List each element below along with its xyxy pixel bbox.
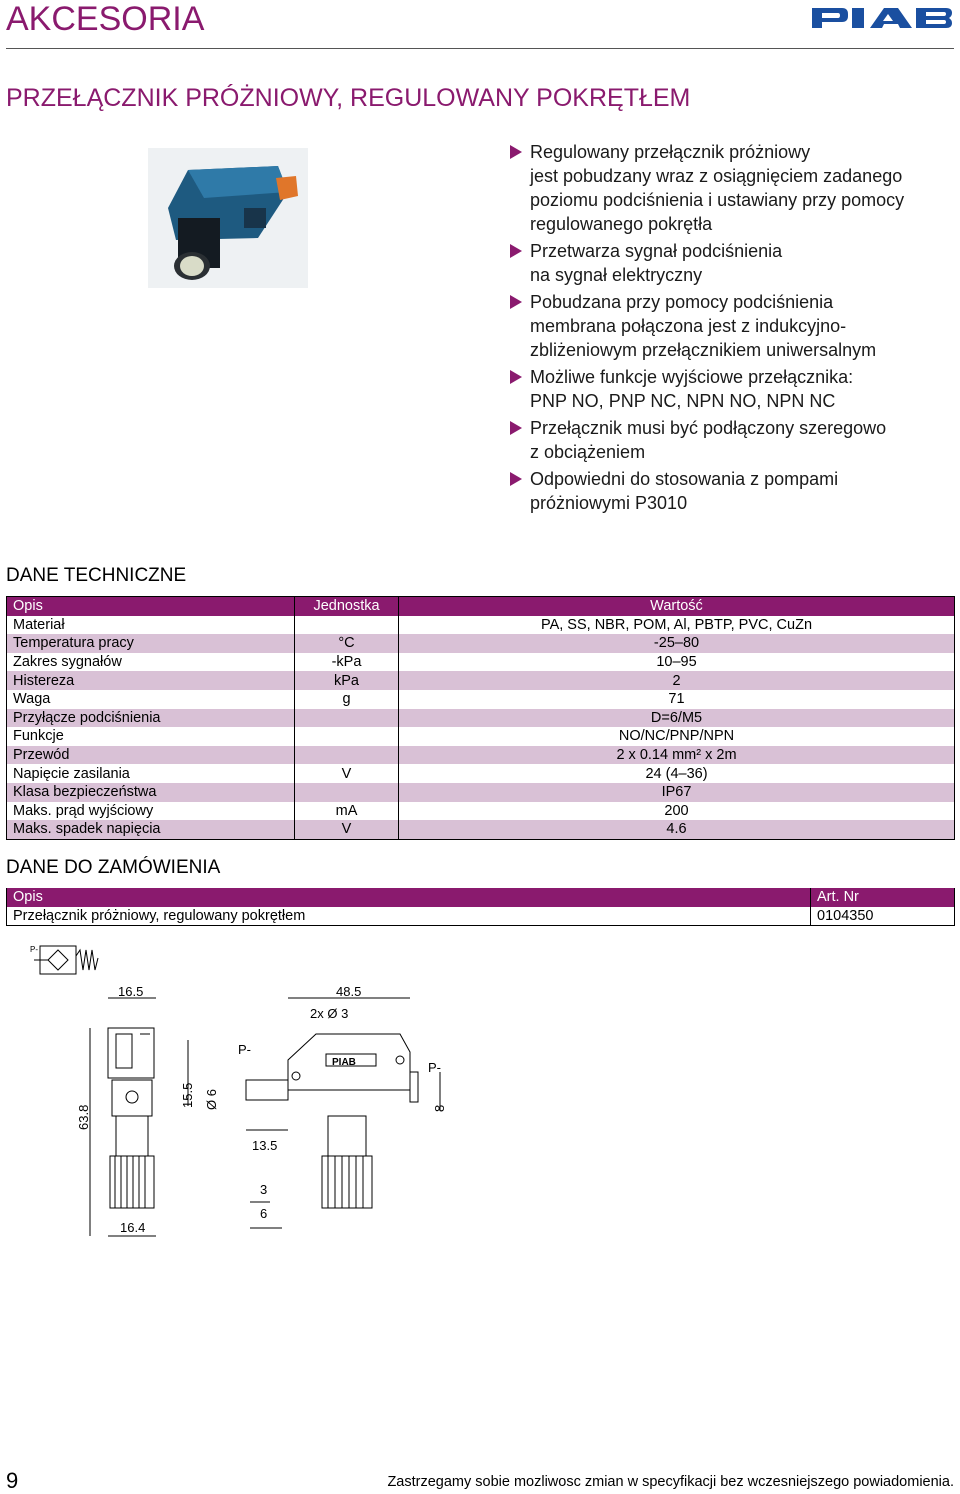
param-name-cell: Funkcje — [7, 727, 295, 746]
value-cell: 2 — [399, 671, 955, 690]
unit-cell — [295, 616, 399, 635]
triangle-bullet-icon — [510, 370, 522, 384]
column-header: Art. Nr — [811, 888, 955, 907]
table-row — [7, 907, 955, 926]
column-header: Opis — [7, 888, 811, 907]
table-row — [7, 783, 955, 802]
unit-cell — [295, 783, 399, 802]
tech-data-table — [6, 596, 955, 840]
table-row — [7, 764, 955, 783]
value-cell: D=6/M5 — [399, 709, 955, 728]
unit-cell: mA — [295, 802, 399, 821]
feature-item: Przetwarza sygnał podciśnienia na sygnał elektryczny — [508, 239, 958, 287]
side-view — [76, 984, 156, 1236]
header-divider — [6, 48, 954, 49]
param-name-cell: Przewód — [7, 746, 295, 765]
dim-label: 3 — [260, 1182, 268, 1197]
logo-mark: PIAB — [332, 1057, 356, 1068]
table-row — [7, 746, 955, 765]
param-name-cell: Materiał — [7, 616, 295, 635]
value-cell: 2 x 0.14 mm² x 2m — [399, 746, 955, 765]
value-cell: IP67 — [399, 783, 955, 802]
tech-section-title: DANE TECHNICZNE — [6, 565, 187, 586]
dimension-drawing — [20, 940, 460, 1240]
value-cell: 24 (4–36) — [399, 764, 955, 783]
order-article-number: 0104350 — [811, 907, 955, 926]
unit-cell — [295, 727, 399, 746]
feature-item: Możliwe funkcje wyjściowe przełącznika: PNP NO, PNP NC, NPN NO, NPN NC — [508, 365, 958, 413]
param-name-cell: Waga — [7, 690, 295, 709]
value-cell: PA, SS, NBR, POM, Al, PBTP, PVC, CuZn — [399, 616, 955, 635]
unit-cell: -kPa — [295, 653, 399, 672]
table-row — [7, 653, 955, 672]
symbol-label: P- — [30, 945, 38, 954]
unit-cell: g — [295, 690, 399, 709]
dim-label: 16.5 — [118, 984, 144, 999]
dim-label: 63.8 — [76, 1104, 91, 1130]
param-name-cell: Maks. spadek napięcia — [7, 820, 295, 839]
dim-label: Ø 6 — [204, 1089, 219, 1110]
unit-cell: °C — [295, 634, 399, 653]
triangle-bullet-icon — [510, 244, 522, 258]
triangle-bullet-icon — [510, 295, 522, 309]
param-name-cell: Klasa bezpieczeństwa — [7, 783, 295, 802]
page-category-title: AKCESORIA — [6, 0, 205, 38]
footer-disclaimer: Zastrzegamy sobie mozliwosc zmian w specyfikacji bez wczesniejszego powiadomienia. — [387, 1474, 954, 1490]
dim-label: 48.5 — [336, 984, 362, 999]
column-header: Opis — [7, 597, 295, 616]
front-view — [238, 984, 447, 1228]
triangle-bullet-icon — [510, 421, 522, 435]
value-cell: -25–80 — [399, 634, 955, 653]
table-row — [7, 671, 955, 690]
dim-label: 6 — [260, 1206, 268, 1221]
unit-cell: kPa — [295, 671, 399, 690]
feature-item: Odpowiedni do stosowania z pompami próżniowymi P3010 — [508, 467, 958, 515]
unit-cell: V — [295, 820, 399, 839]
switch-symbol — [30, 945, 98, 974]
value-cell: NO/NC/PNP/NPN — [399, 727, 955, 746]
param-name-cell: Maks. prąd wyjściowy — [7, 802, 295, 821]
dim-label: 8 — [432, 1104, 447, 1112]
unit-cell — [295, 746, 399, 765]
order-table — [6, 888, 955, 926]
column-header: Jednostka — [295, 597, 399, 616]
feature-list — [508, 140, 958, 518]
value-cell: 71 — [399, 690, 955, 709]
param-name-cell: Histereza — [7, 671, 295, 690]
table-row — [7, 802, 955, 821]
value-cell: 4.6 — [399, 820, 955, 839]
column-header: Wartość — [399, 597, 955, 616]
value-cell: 200 — [399, 802, 955, 821]
middle-dims — [180, 1040, 219, 1110]
order-description: Przełącznik próżniowy, regulowany pokrętłem — [7, 907, 811, 926]
unit-cell: V — [295, 764, 399, 783]
order-section-title: DANE DO ZAMÓWIENIA — [6, 857, 221, 878]
table-row — [7, 690, 955, 709]
triangle-bullet-icon — [510, 472, 522, 486]
product-title: PRZEŁĄCZNIK PRÓŻNIOWY, REGULOWANY POKRĘTŁEM — [6, 84, 691, 112]
port-label: P- — [238, 1042, 251, 1057]
table-row — [7, 634, 955, 653]
param-name-cell: Temperatura pracy — [7, 634, 295, 653]
table-row — [7, 820, 955, 839]
param-name-cell: Napięcie zasilania — [7, 764, 295, 783]
feature-item: Przełącznik musi być podłączony szeregowo z obciążeniem — [508, 416, 958, 464]
port-label: P- — [428, 1060, 441, 1075]
table-row — [7, 709, 955, 728]
unit-cell — [295, 709, 399, 728]
param-name-cell: Zakres sygnałów — [7, 653, 295, 672]
piab-logo — [810, 6, 954, 30]
feature-item: Regulowany przełącznik próżniowy jest pobudzany wraz z osiągnięciem zadanego poziomu podciśnienia i ustawiany przy pomocy regulowanego pokrętła — [508, 140, 958, 236]
triangle-bullet-icon — [510, 145, 522, 159]
dim-label: 15.5 — [180, 1082, 195, 1108]
table-row — [7, 616, 955, 635]
value-cell: 10–95 — [399, 653, 955, 672]
dim-label: 2x Ø 3 — [310, 1006, 349, 1021]
param-name-cell: Przyłącze podciśnienia — [7, 709, 295, 728]
dim-label: 13.5 — [252, 1138, 278, 1153]
page-number: 9 — [6, 1468, 19, 1493]
dim-label: 16.4 — [120, 1220, 146, 1235]
table-row — [7, 727, 955, 746]
product-photo — [148, 148, 308, 288]
feature-item: Pobudzana przy pomocy podciśnienia membrana połączona jest z indukcyjno- zbliżeniowym przełącznikiem uniwersalnym — [508, 290, 958, 362]
